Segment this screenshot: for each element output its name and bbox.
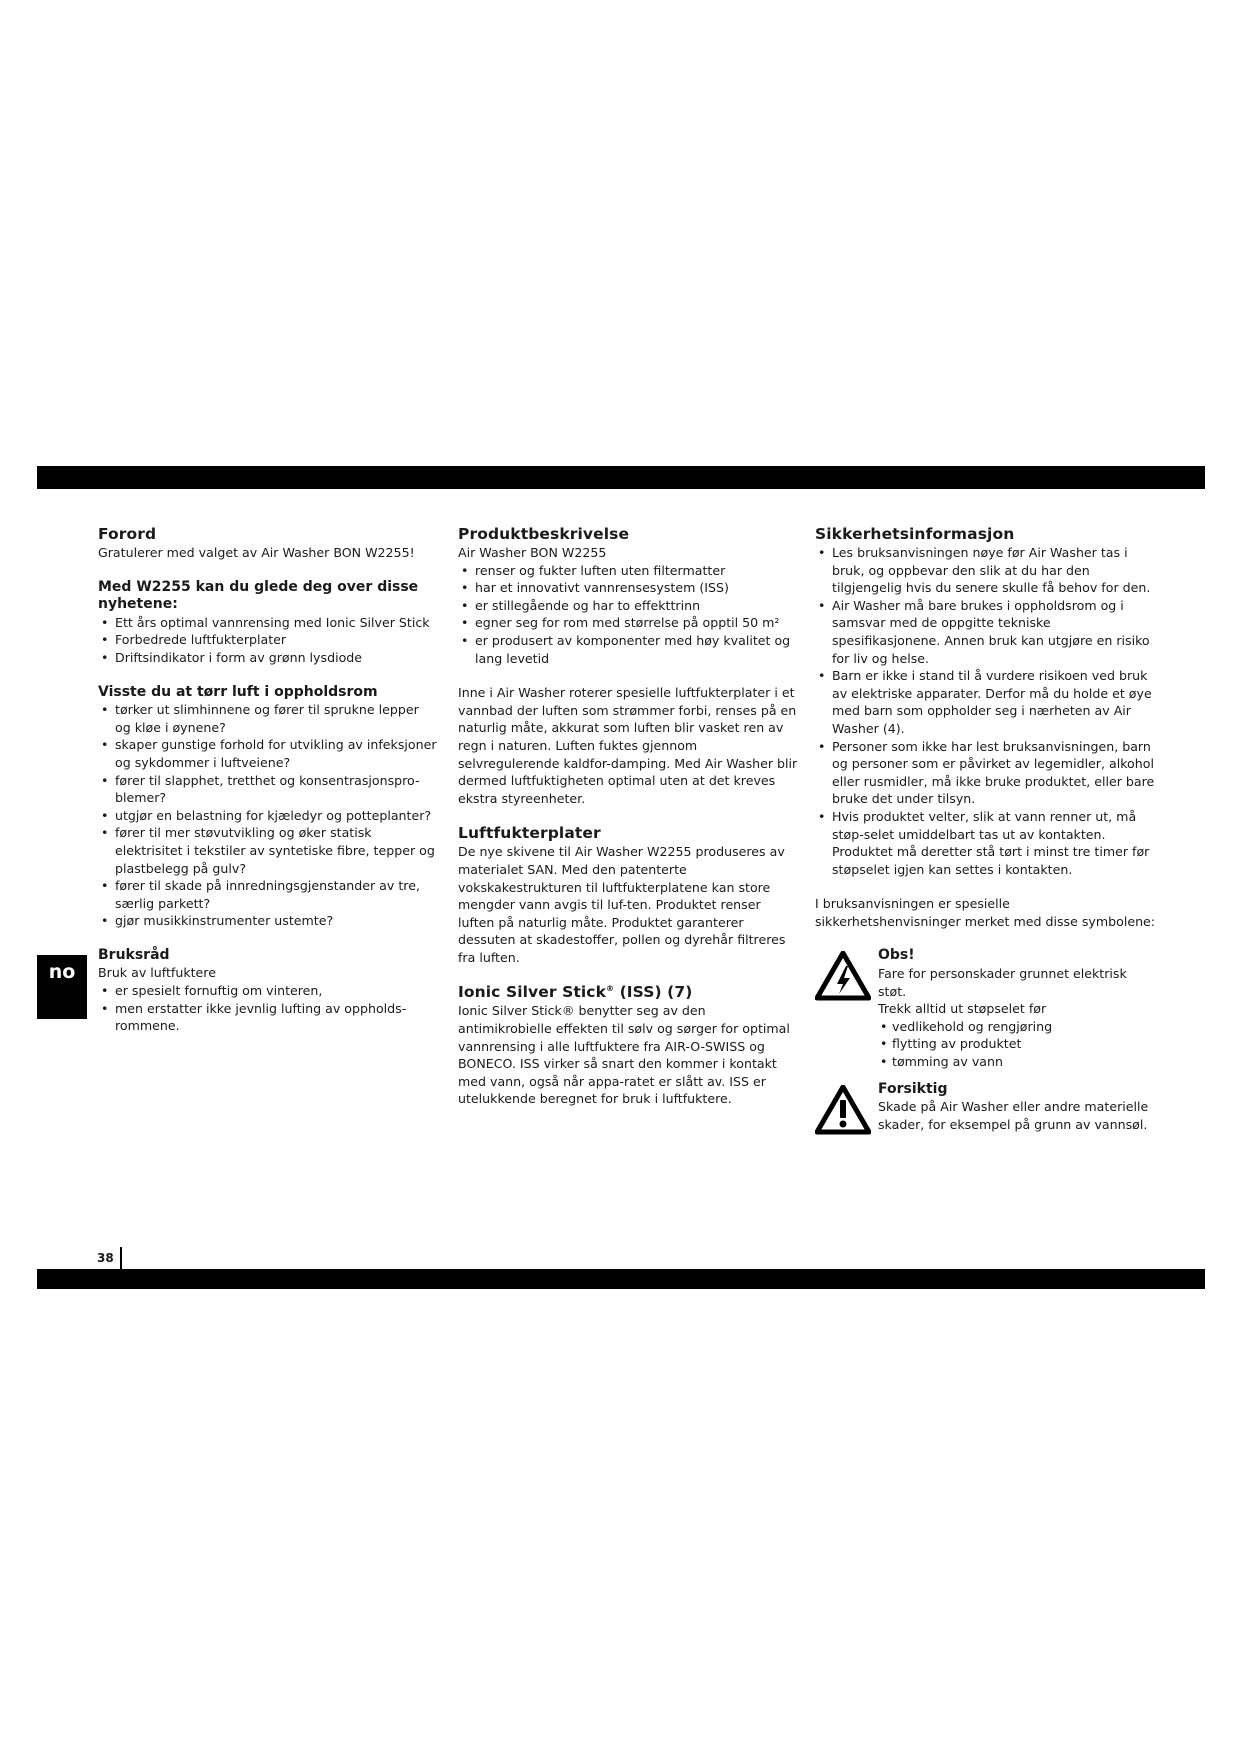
- list-item: • utgjør en belastning for kjæledyr og potteplanter?: [98, 807, 438, 825]
- list-item: • er spesielt fornuftig om vinteren,: [98, 982, 438, 1000]
- list-item: • er stillegående og har to effekttrinn: [458, 597, 800, 615]
- bruksrad-list: [98, 982, 438, 1035]
- obs-title: Obs!: [878, 947, 915, 964]
- ionic-heading-sup: ®: [605, 984, 615, 994]
- obs-list: [878, 1018, 1157, 1071]
- list-item: • egner seg for rom med størrelse på opptil 50 m²: [458, 614, 800, 632]
- list-item: • Air Washer må bare brukes i oppholdsrom og i samsvar med de oppgitte tekniske spesifikasjonene. Annen bruk kan utgjøre en risiko for liv og helse.: [815, 597, 1157, 667]
- sikker-heading: Sikkerhetsinformasjon: [815, 525, 1015, 543]
- list-item: • men erstatter ikke jevnlig lufting av oppholds-rommene.: [98, 1000, 438, 1035]
- list-item: • tømming av vann: [878, 1053, 1157, 1071]
- forord-heading: Forord: [98, 525, 157, 543]
- bruksrad-heading: Bruksråd: [98, 946, 170, 963]
- list-item: • tørker ut slimhinnene og fører til sprukne lepper og kløe i øynene?: [98, 701, 438, 736]
- column-middle: [458, 525, 800, 1108]
- bruksrad-text: Bruk av luftfuktere: [98, 965, 216, 981]
- plater-paragraph: De nye skivene til Air Washer W2255 produseres av materialet SAN. Med den patenterte vokskakestrukturen til luftfukterplatene kan store mengder vann avgis til luf-ten. Produktet renser luften på naturlig måte. Produktet garanterer dessuten at skadestoffer, pollen og dyrehår filtreres fra luften.: [458, 844, 786, 965]
- ionic-heading-b: (ISS) (7): [614, 983, 693, 1002]
- produkt-paragraph: Inne i Air Washer roterer spesielle luftfukterplater i et vannbad der luften som strømmer forbi, renses på en naturlig måte, akkurat som luften blir vasket ren av regn i naturen. Luften fuktes gjennom selvregulerende kaldfor-damping. Med Air Washer blir dermed luftfuktigheten optimal uten at det kreves ekstra styreenheter.: [458, 685, 798, 806]
- list-item: • Ett års optimal vannrensing med Ionic Silver Stick: [98, 614, 438, 632]
- forsiktig-title: Forsiktig: [878, 1080, 948, 1097]
- obs-text-1: Fare for personskader grunnet elektrisk støt.: [878, 966, 1127, 999]
- list-item: • flytting av produktet: [878, 1035, 1157, 1053]
- page-number: 38: [97, 1247, 122, 1269]
- list-item: • renser og fukter luften uten filtermatter: [458, 562, 800, 580]
- forsiktig-notice: [815, 1081, 1157, 1141]
- list-item: • fører til skade på innredningsgjenstander av tre, særlig parkett?: [98, 877, 438, 912]
- ionic-paragraph: Ionic Silver Stick® benytter seg av den antimikrobielle effekten til sølv og sørger for optimal vannrensing i alle luftfuktere fra AIR-O-SWISS og BONECO. ISS virker så snart den kommer i kontakt med vann, også når appa-ratet er slått av. ISS er utelukkende beregnet for bruk i luftfuktere.: [458, 1003, 790, 1107]
- list-item: • gjør musikkinstrumenter ustemte?: [98, 912, 438, 930]
- med-heading: Med W2255 kan du glede deg over disse nyhetene:: [98, 578, 419, 613]
- list-item: • Hvis produktet velter, slik at vann renner ut, må støp-selet umiddelbart tas ut av kontakten. Produktet må deretter stå tørt i minst tre timer før støpselet igjen kan settes i kontakten.: [815, 808, 1157, 878]
- list-item: • har et innovativt vannrensesystem (ISS): [458, 579, 800, 597]
- header-bar: [37, 466, 1205, 489]
- column-left: [98, 525, 438, 1035]
- produkt-text: Air Washer BON W2255: [458, 545, 607, 560]
- electric-warning-icon: [815, 951, 871, 1001]
- produkt-heading: Produktbeskrivelse: [458, 525, 630, 543]
- list-item: • Forbedrede luftfukterplater: [98, 631, 438, 649]
- footer-bar: [37, 1269, 1205, 1289]
- ionic-heading: [458, 983, 800, 1002]
- list-item: • er produsert av komponenter med høy kvalitet og lang levetid: [458, 632, 800, 667]
- caution-warning-icon: [815, 1085, 871, 1135]
- forsiktig-text: Skade på Air Washer eller andre materielle skader, for eksempel på grunn av vannsøl.: [878, 1099, 1149, 1132]
- ionic-heading-a: Ionic Silver Stick: [458, 983, 606, 1002]
- language-tab: no: [37, 955, 87, 1019]
- column-right: [815, 525, 1157, 1141]
- obs-notice: [815, 947, 1157, 1070]
- produkt-list: [458, 562, 800, 668]
- list-item: • fører til slapphet, tretthet og konsentrasjonspro-blemer?: [98, 772, 438, 807]
- med-list: [98, 614, 438, 667]
- visste-list: [98, 701, 438, 930]
- list-item: • Personer som ikke har lest bruksanvisningen, barn og personer som er påvirket av legemidler, alkohol eller rusmidler, må ikke bruke produktet, eller bare bruke det under tilsyn.: [815, 738, 1157, 808]
- list-item: • Les bruksanvisningen nøye før Air Washer tas i bruk, og oppbevar den slik at du har den tilgjengelig hvis du senere skulle få behov for den.: [815, 544, 1157, 597]
- list-item: • skaper gunstige forhold for utvikling av infeksjoner og sykdommer i luftveiene?: [98, 736, 438, 771]
- list-item: • Barn er ikke i stand til å vurdere risikoen ved bruk av elektriske apparater. Derfor må du holde et øye med barn som oppholder seg i nærheten av Air Washer (4).: [815, 667, 1157, 737]
- list-item: • fører til mer støvutvikling og øker statisk elektrisitet i tekstiler av syntetiske fibre, tepper og plastbelegg på gulv?: [98, 824, 438, 877]
- list-item: • vedlikehold og rengjøring: [878, 1018, 1157, 1036]
- sikker-list: [815, 544, 1157, 878]
- list-item: • Driftsindikator i form av grønn lysdiode: [98, 649, 438, 667]
- obs-text-2: Trekk alltid ut støpselet før: [878, 1001, 1047, 1017]
- visste-heading: Visste du at tørr luft i oppholdsrom: [98, 683, 378, 700]
- symbol-intro: I bruksanvisningen er spesielle sikkerhetshenvisninger merket med disse symbolene:: [815, 896, 1156, 929]
- forord-text: Gratulerer med valget av Air Washer BON W2255!: [98, 545, 415, 560]
- plater-heading: Luftfukterplater: [458, 824, 601, 843]
